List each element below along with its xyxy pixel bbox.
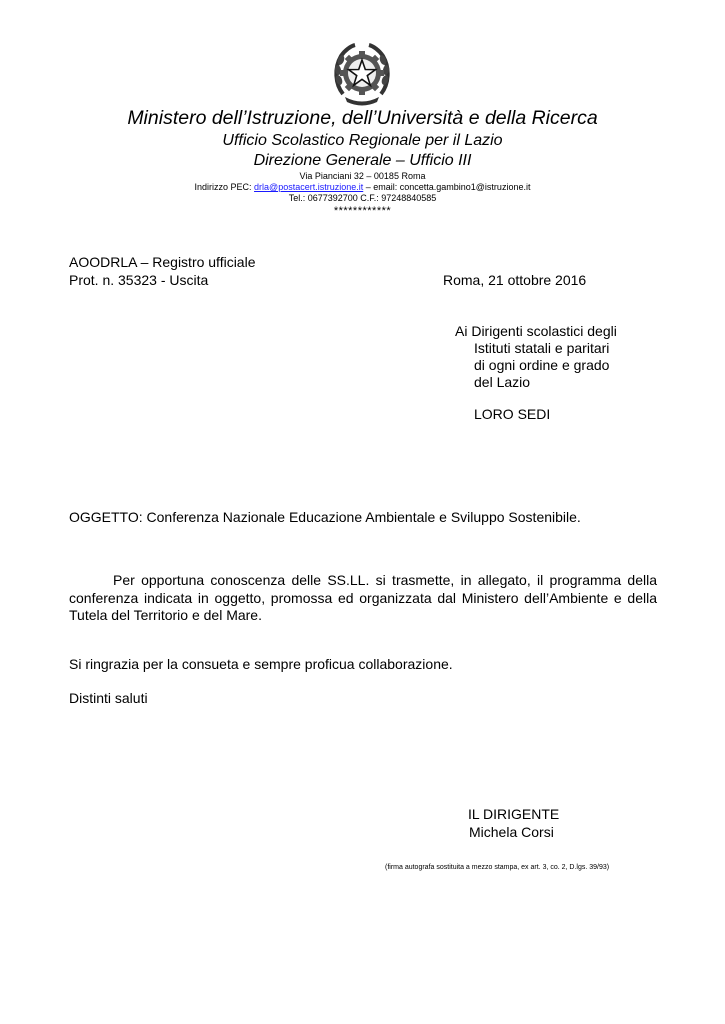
- protocol-number: Prot. n. 35323 - Uscita: [69, 272, 209, 288]
- subject-line: OGGETTO: Conferenza Nazionale Educazione Ambientale e Sviluppo Sostenibile.: [69, 509, 581, 525]
- contact-line: [0, 182, 725, 192]
- signer-name: Michela Corsi: [469, 824, 554, 840]
- registry-line: AOODRLA – Registro ufficiale: [69, 254, 256, 270]
- recipient-line: Istituti statali e paritari: [474, 340, 610, 356]
- pec-email-link[interactable]: drla@postacert.istruzione.it: [254, 182, 364, 192]
- ministry-title: Ministero dell’Istruzione, dell’Università e della Ricerca: [127, 107, 598, 129]
- email-text: – email: concetta.gambino1@istruzione.it: [363, 182, 531, 192]
- recipient-closing: LORO SEDI: [474, 406, 551, 422]
- signature-note: (firma autografa sostituita a mezzo stampa, ex art. 3, co. 2, D.lgs. 39/93): [385, 864, 610, 871]
- header-separator: ************: [333, 205, 392, 217]
- letter-date: Roma, 21 ottobre 2016: [443, 272, 587, 288]
- italian-republic-emblem-icon: [331, 40, 393, 108]
- signer-role: IL DIRIGENTE: [468, 806, 560, 822]
- greetings-line: Distinti saluti: [69, 690, 148, 706]
- thanks-line: Si ringrazia per la consueta e sempre proficua collaborazione.: [69, 656, 453, 672]
- recipient-line: del Lazio: [474, 374, 531, 390]
- office-address: Via Pianciani 32 – 00185 Roma: [299, 171, 426, 181]
- phone-line: Tel.: 0677392700 C.F.: 97248840585: [288, 193, 437, 203]
- body-paragraph: Per opportuna conoscenza delle SS.LL. si trasmette, in allegato, il programma della conferenza indicata in oggetto, promossa ed organizzata dal Ministero dell’Ambiente e della Tutela del Territorio e del Mare.: [69, 572, 657, 623]
- recipient-line: di ogni ordine e grado: [474, 357, 610, 373]
- recipient-line: Ai Dirigenti scolastici degli: [455, 323, 617, 339]
- direction-title: Direzione Generale – Ufficio III: [253, 152, 472, 169]
- office-title: Ufficio Scolastico Regionale per il Lazio: [222, 132, 503, 149]
- pec-label: Indirizzo PEC:: [194, 182, 255, 192]
